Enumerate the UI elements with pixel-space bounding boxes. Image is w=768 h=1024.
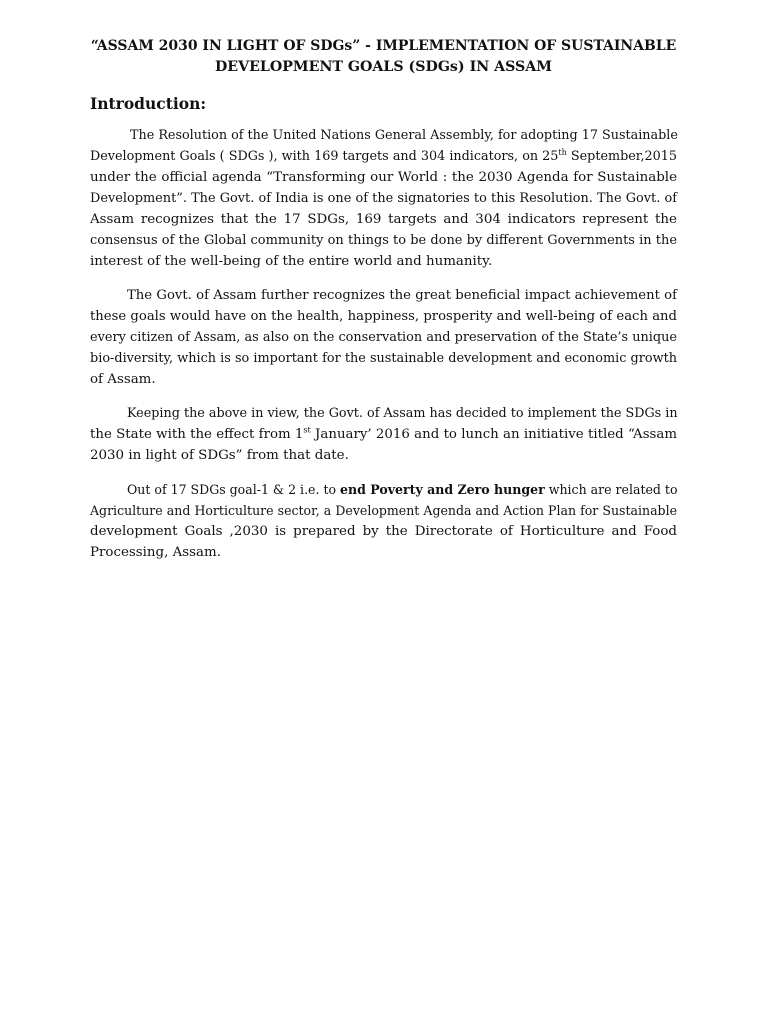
paragraph-line: [90, 479, 677, 500]
paragraph-line: under the official agenda “Transforming our World : the 2030 Agenda for Sustainable: [90, 170, 677, 185]
paragraph-line: 2030 in light of SDGs” from that date.: [90, 448, 349, 463]
paragraph-line: Assam recognizes that the 17 SDGs, 169 targets and 304 indicators represent the: [90, 212, 677, 227]
text-run: January’ 2016 and to lunch an initiative titled “Assam: [310, 427, 677, 442]
paragraph-line: Keeping the above in view, the Govt. of Assam has decided to implement the SDGs in: [127, 406, 678, 421]
section-heading: Introduction:: [90, 94, 207, 113]
paragraph-line: of Assam.: [90, 372, 156, 387]
paragraph-line: Development”. The Govt. of India is one of the signatories to this Resolution. The Govt. of: [90, 191, 677, 206]
paragraph-line: Processing, Assam.: [90, 545, 221, 560]
paragraph-4: [90, 479, 677, 563]
paragraph-1: [90, 125, 677, 272]
paragraph-3: [90, 403, 677, 466]
paragraph-line: [90, 424, 677, 445]
paragraph-line: Agriculture and Horticulture sector, a Development Agenda and Action Plan for Sustainable: [90, 503, 677, 518]
paragraph-line: bio-diversity, which is so important for the sustainable development and economic growth: [90, 351, 677, 366]
document-page: [90, 36, 677, 576]
paragraph-line: every citizen of Assam, as also on the conservation and preservation of the State’s unique: [90, 330, 677, 345]
emphasis-text: end Poverty and Zero hunger: [340, 482, 545, 497]
paragraph-line: interest of the well-being of the entire world and humanity.: [90, 254, 493, 269]
text-run: which are related to: [544, 482, 678, 497]
paragraph-line: development Goals ,2030 is prepared by the Directorate of Horticulture and Food: [90, 524, 677, 539]
ordinal-superscript: th: [558, 147, 567, 157]
paragraph-line: The Resolution of the United Nations General Assembly, for adopting 17 Sustainable: [130, 128, 678, 143]
text-run: the State with the effect from 1: [90, 427, 304, 442]
text-run: Development Goals ( SDGs ), with 169 targets and 304 indicators, on 25: [90, 149, 559, 164]
text-run: Out of 17 SDGs goal-1 & 2 i.e. to: [127, 482, 341, 497]
paragraph-line: these goals would have on the health, happiness, prosperity and well-being of each and: [90, 309, 677, 324]
document-title: [90, 36, 677, 78]
paragraph-line: consensus of the Global community on things to be done by different Governments in the: [90, 233, 677, 248]
paragraph-2: [90, 285, 677, 390]
paragraph-line: [90, 146, 677, 167]
ordinal-superscript: st: [303, 425, 311, 435]
title-line: “ASSAM 2030 IN LIGHT OF SDGs” - IMPLEMENTATION OF SUSTAINABLE: [90, 38, 677, 54]
title-line: DEVELOPMENT GOALS (SDGs) IN ASSAM: [214, 59, 553, 75]
paragraph-line: The Govt. of Assam further recognizes the great beneficial impact achievement of: [127, 288, 677, 303]
text-run: September,2015: [566, 149, 677, 164]
